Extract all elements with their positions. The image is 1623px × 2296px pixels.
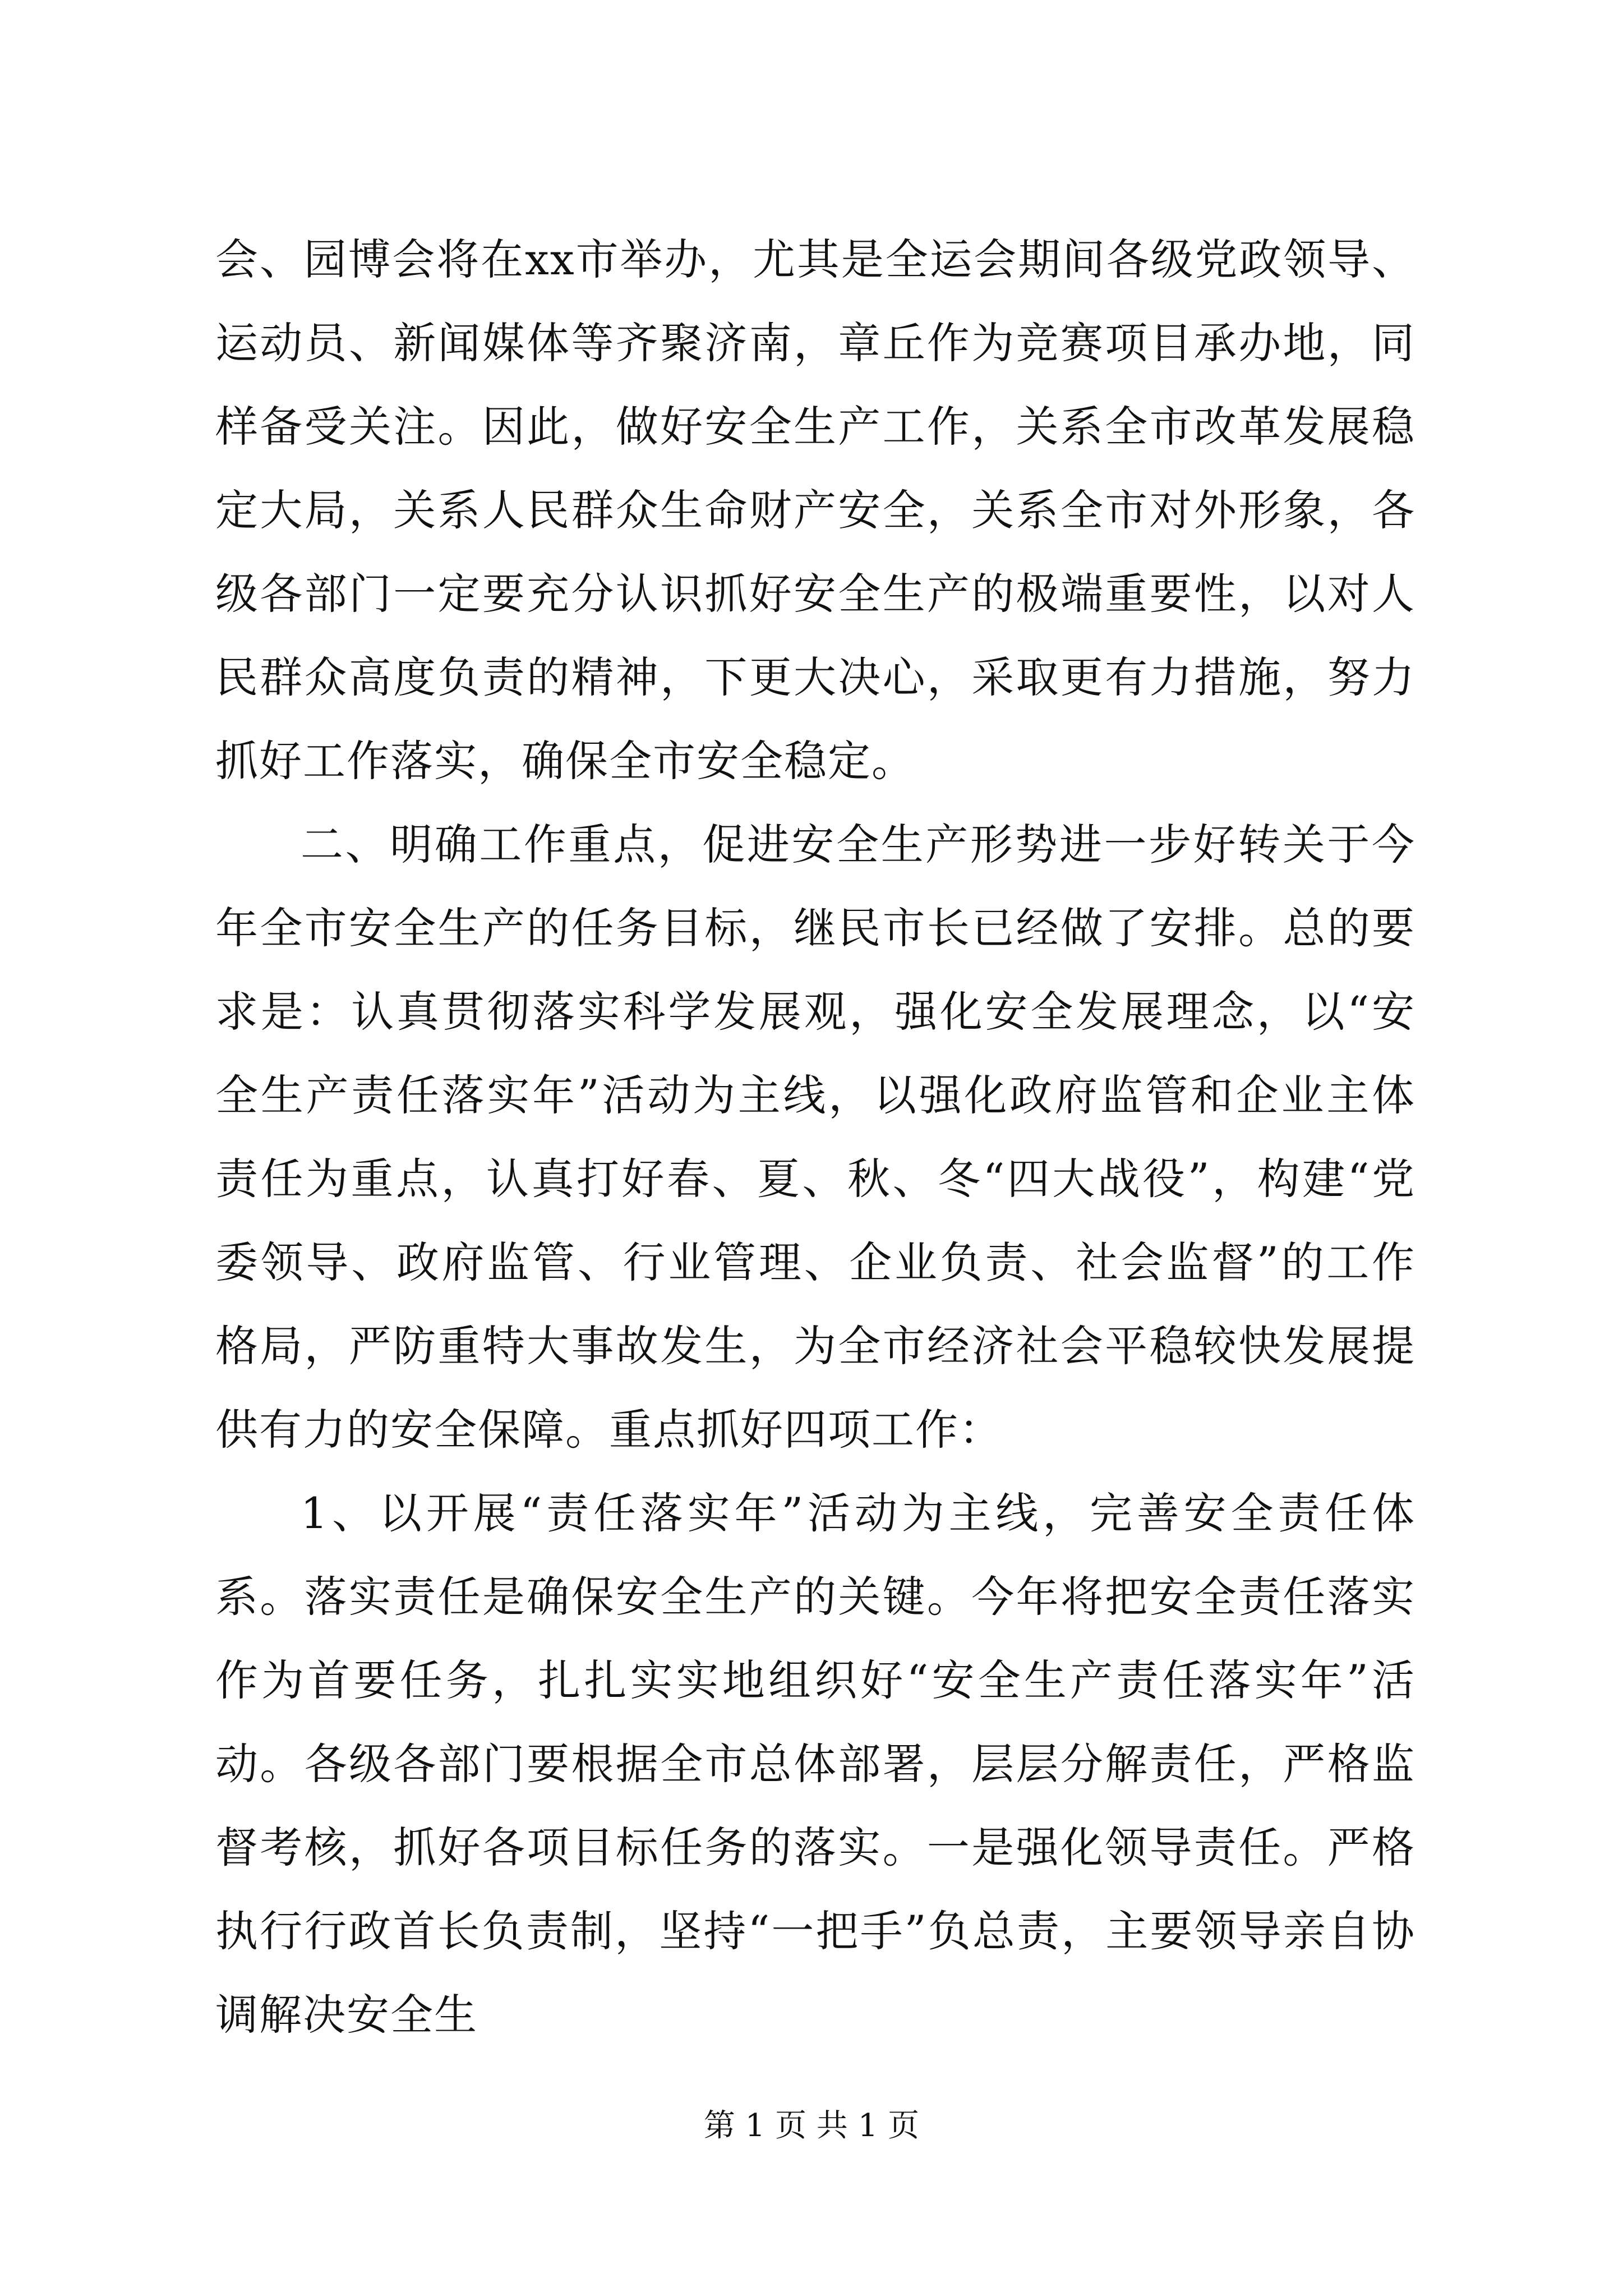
paragraph-3: 1、以开展“责任落实年”活动为主线，完善安全责任体系。落实责任是确保安全生产的关键。今年将把安全责任落实作为首要任务，扎扎实实地组织好“安全生产责任落实年”活动。各级各部门要根据全市总体部署，层层分解责任，严格监督考核，抓好各项目标任务的落实。一是强化领导责任。严格执行行政首长负责制，坚持“一把手”负总责，主要领导亲自协调解决安全生	[215, 1488, 1415, 2040]
page-footer: 第 1 页 共 1 页	[703, 2108, 920, 2144]
paragraph-1: 会、园博会将在xx市举办，尤其是全运会期间各级党政领导、运动员、新闻媒体等齐聚济南，章丘作为竞赛项目承办地，同样备受关注。因此，做好安全生产工作，关系全市改革发展稳定大局，关系人民群众生命财产安全，关系全市对外形象，各级各部门一定要充分认识抓好安全生产的极端重要性，以对人民群众高度负责的精神，下更大决心，采取更有力措施，努力抓好工作落实，确保全市安全稳定。	[215, 234, 1415, 786]
document-body	[215, 218, 1415, 2056]
paragraph-2: 二、明确工作重点，促进安全生产形势进一步好转关于今年全市安全生产的任务目标，继民市长已经做了安排。总的要求是：认真贯彻落实科学发展观，强化安全发展理念，以“安全生产责任落实年”活动为主线，以强化政府监管和企业主体责任为重点，认真打好春、夏、秋、冬“四大战役”，构建“党委领导、政府监管、行业管理、企业负责、社会监督”的工作格局，严防重特大事故发生，为全市经济社会平稳较快发展提供有力的安全保障。重点抓好四项工作：	[215, 820, 1415, 1455]
